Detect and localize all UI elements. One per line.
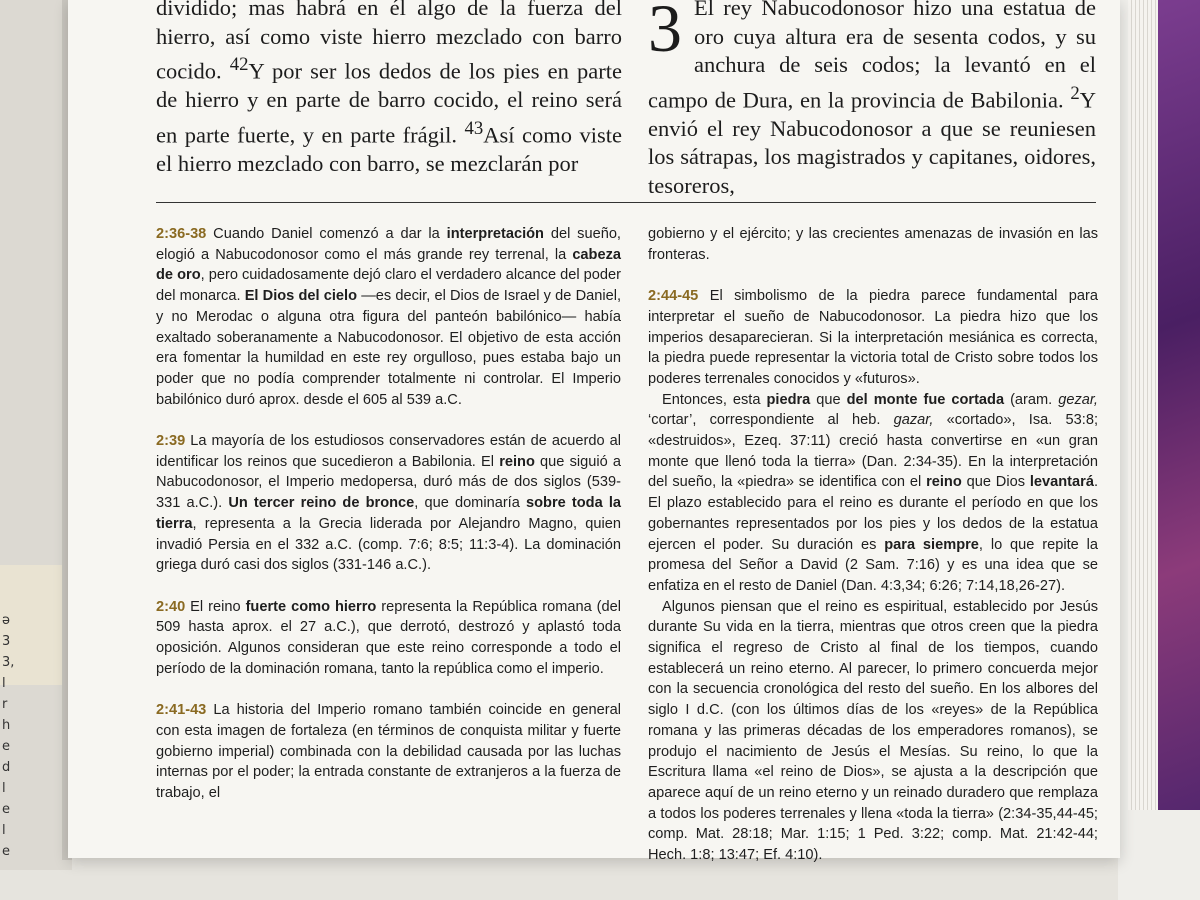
- left-page-fragments: ə 3 3, l r h e d l e l e: [2, 613, 15, 859]
- scripture-text: dividido; mas habrá en él algo de la fuerza del hierro, así como viste hierro mezclado con barro cocido.: [156, 0, 622, 84]
- previous-page-edge: [0, 0, 72, 870]
- note-reference: 2:39: [156, 433, 186, 450]
- commentary-note: 2:36-38 Cuando Daniel comenzó a dar la interpretación del sueño, elogió a Nabucodonosor como el más grande rey terrenal, la cabeza de oro, pero cuidadosamente dejó claro el verdadero alcance del poder del monarca. El Dios del cielo —es decir, el Dios de Israel y de Daniel, y no Merodac o alguna otra figura del panteón babilónico— había exaltado soberanamente a Nabucodonosor. El objetivo de esta acción era fomentar la humildad en este rey orgulloso, pues estaba bajo un poder que no podía comprender totalmente ni controlar. El Imperio babilónico duró aprox. desde el 605 al 539 a.C.: [156, 226, 622, 408]
- note-reference: 2:36-38: [156, 226, 207, 242]
- commentary-left-column: [156, 224, 621, 804]
- scripture-text: Y por ser los dedos de los pies en parte de hierro y en parte de barro cocido, el reino será en parte fuerte, y en parte frágil.: [156, 58, 623, 148]
- chapter-number: 3: [648, 0, 682, 66]
- commentary-note: 2:40 El reino fuerte como hierro representa la República romana (del 509 hasta aprox. el 27 a.C.), que derrotó, destrozó y aplastó toda oposición. Algunos consideran que este reino corresponde a todo el período de la dominación romana, tanto la república como el imperio.: [156, 598, 622, 677]
- commentary-paragraph: Algunos piensan que el reino es espiritual, establecido por Jesús durante Su vida en la tierra, mientras que otros creen que la piedra significa el regreso de Cristo al final de los tiempos, cuando establecerá un reino eterno. Al parecer, lo primero concuerda mejor con la secuencia cronológica del resto del sueño. En los albores del siglo I d.C. (con los últimos días de los «reyes» de la República romana y las primeras décadas de los emperadores romanos), se produjo el nacimiento de Jesús el Mesías. Su reino, lo que la Escritura llama «el reino de Dios», se ajusta a la descripción que aparece aquí de un reino eterno y un reinado duradero que remplaza a todos los poderes terrenales y llena «toda la tierra» (2:34-35,44-45; comp. Mat. 28:18; Mar. 1:15; 1 Ped. 3:22; comp. Mat. 21:42-44; Hech. 1:8; 13:47; Ef. 4:10).: [648, 598, 1098, 864]
- section-divider: [156, 202, 1096, 203]
- commentary-note: 2:39 La mayoría de los estudiosos conservadores están de acuerdo al identificar los reinos que sucedieron a Babilonia. El reino que siguió a Nabucodonosor, el Imperio medopersa, duró más de dos siglos (539-331 a.C.). Un tercer reino de bronce, que dominaría sobre toda la tierra, representa a la Grecia liderada por Alejandro Magno, quien invadió Persia en el 332 a.C. (comp. 7:6; 8:5; 11:3-4). La dominación griega duró casi dos siglos (331-146 a.C.).: [156, 433, 621, 574]
- page-block: [1128, 0, 1158, 810]
- commentary-note: 2:41-43 La historia del Imperio romano también coincide en general con esta imagen de fortaleza (en términos de conquista militar y fuerte gobierno imperial) combinada con la debilidad causada por las luchas internas por el poder; la entrada constante de extranjeros a la fuerza de trabajo, el: [156, 702, 621, 801]
- book-cover-edge: [1118, 0, 1200, 900]
- scripture-left-column: [156, 0, 622, 179]
- verse-number: 43: [464, 117, 484, 139]
- bible-page: [68, 0, 1120, 864]
- commentary-paragraph: Entonces, esta piedra que del monte fue cortada (aram. gezar, ‘cortar’, correspondiente al heb. gazar, «cortado», Isa. 53:8; «destruidos», Ezeq. 37:11) creció hasta convertirse en «un gran monte que llenó toda la tierra» (Dan. 2:34-35). En la interpretación del sueño, la «piedra» se identifica con el reino que Dios levantará. El plazo establecido para el reino es durante el período en que los gobernantes representados por los pies y los dedos de la estatua ejercen el poder. Su duración es para siempre, lo que repite la promesa del Señor a David (2 Sam. 7:16) y es una idea que se enfatiza en el resto de Daniel (Dan. 4:3,34; 6:26; 7:14,18,26-27).: [648, 391, 1098, 594]
- commentary-note: 2:44-45 El simbolismo de la piedra parece fundamental para interpretar el sueño de Nabucodonosor. La piedra hizo que los imperios desaparecieran. Si la interpretación mesiánica es correcta, la piedra puede representar la victoria total de Cristo sobre todos los poderes terrenales conocidos y «futuros».: [648, 288, 1098, 387]
- scripture-text: El rey Nabucodonosor hizo una estatua de oro cuya altura era de sesenta codos, y su anchura de seis codos; la levantó en el campo de Dura, en la provincia de Babilonia.: [648, 0, 1096, 113]
- commentary-right-column: [648, 224, 1098, 866]
- scripture-text: Así como viste el hierro mezclado con barro, se mezclarán por: [156, 122, 622, 176]
- scripture-right-column: [648, 0, 1096, 201]
- note-reference: 2:40: [156, 598, 186, 615]
- purple-cover: [1158, 0, 1200, 810]
- note-reference: 2:44-45: [648, 288, 699, 305]
- scripture-text: Y envió el rey Nabucodonosor a que se reuniesen los sátrapas, los magistrados y capitanes, oidores, tesoreros,: [648, 87, 1097, 199]
- note-reference: 2:41-43: [156, 702, 207, 719]
- verse-number: 42: [229, 54, 249, 76]
- verse-number: 2: [1070, 82, 1080, 104]
- commentary-continuation: gobierno y el ejército; y las crecientes amenazas de invasión en las fronteras.: [648, 226, 1098, 263]
